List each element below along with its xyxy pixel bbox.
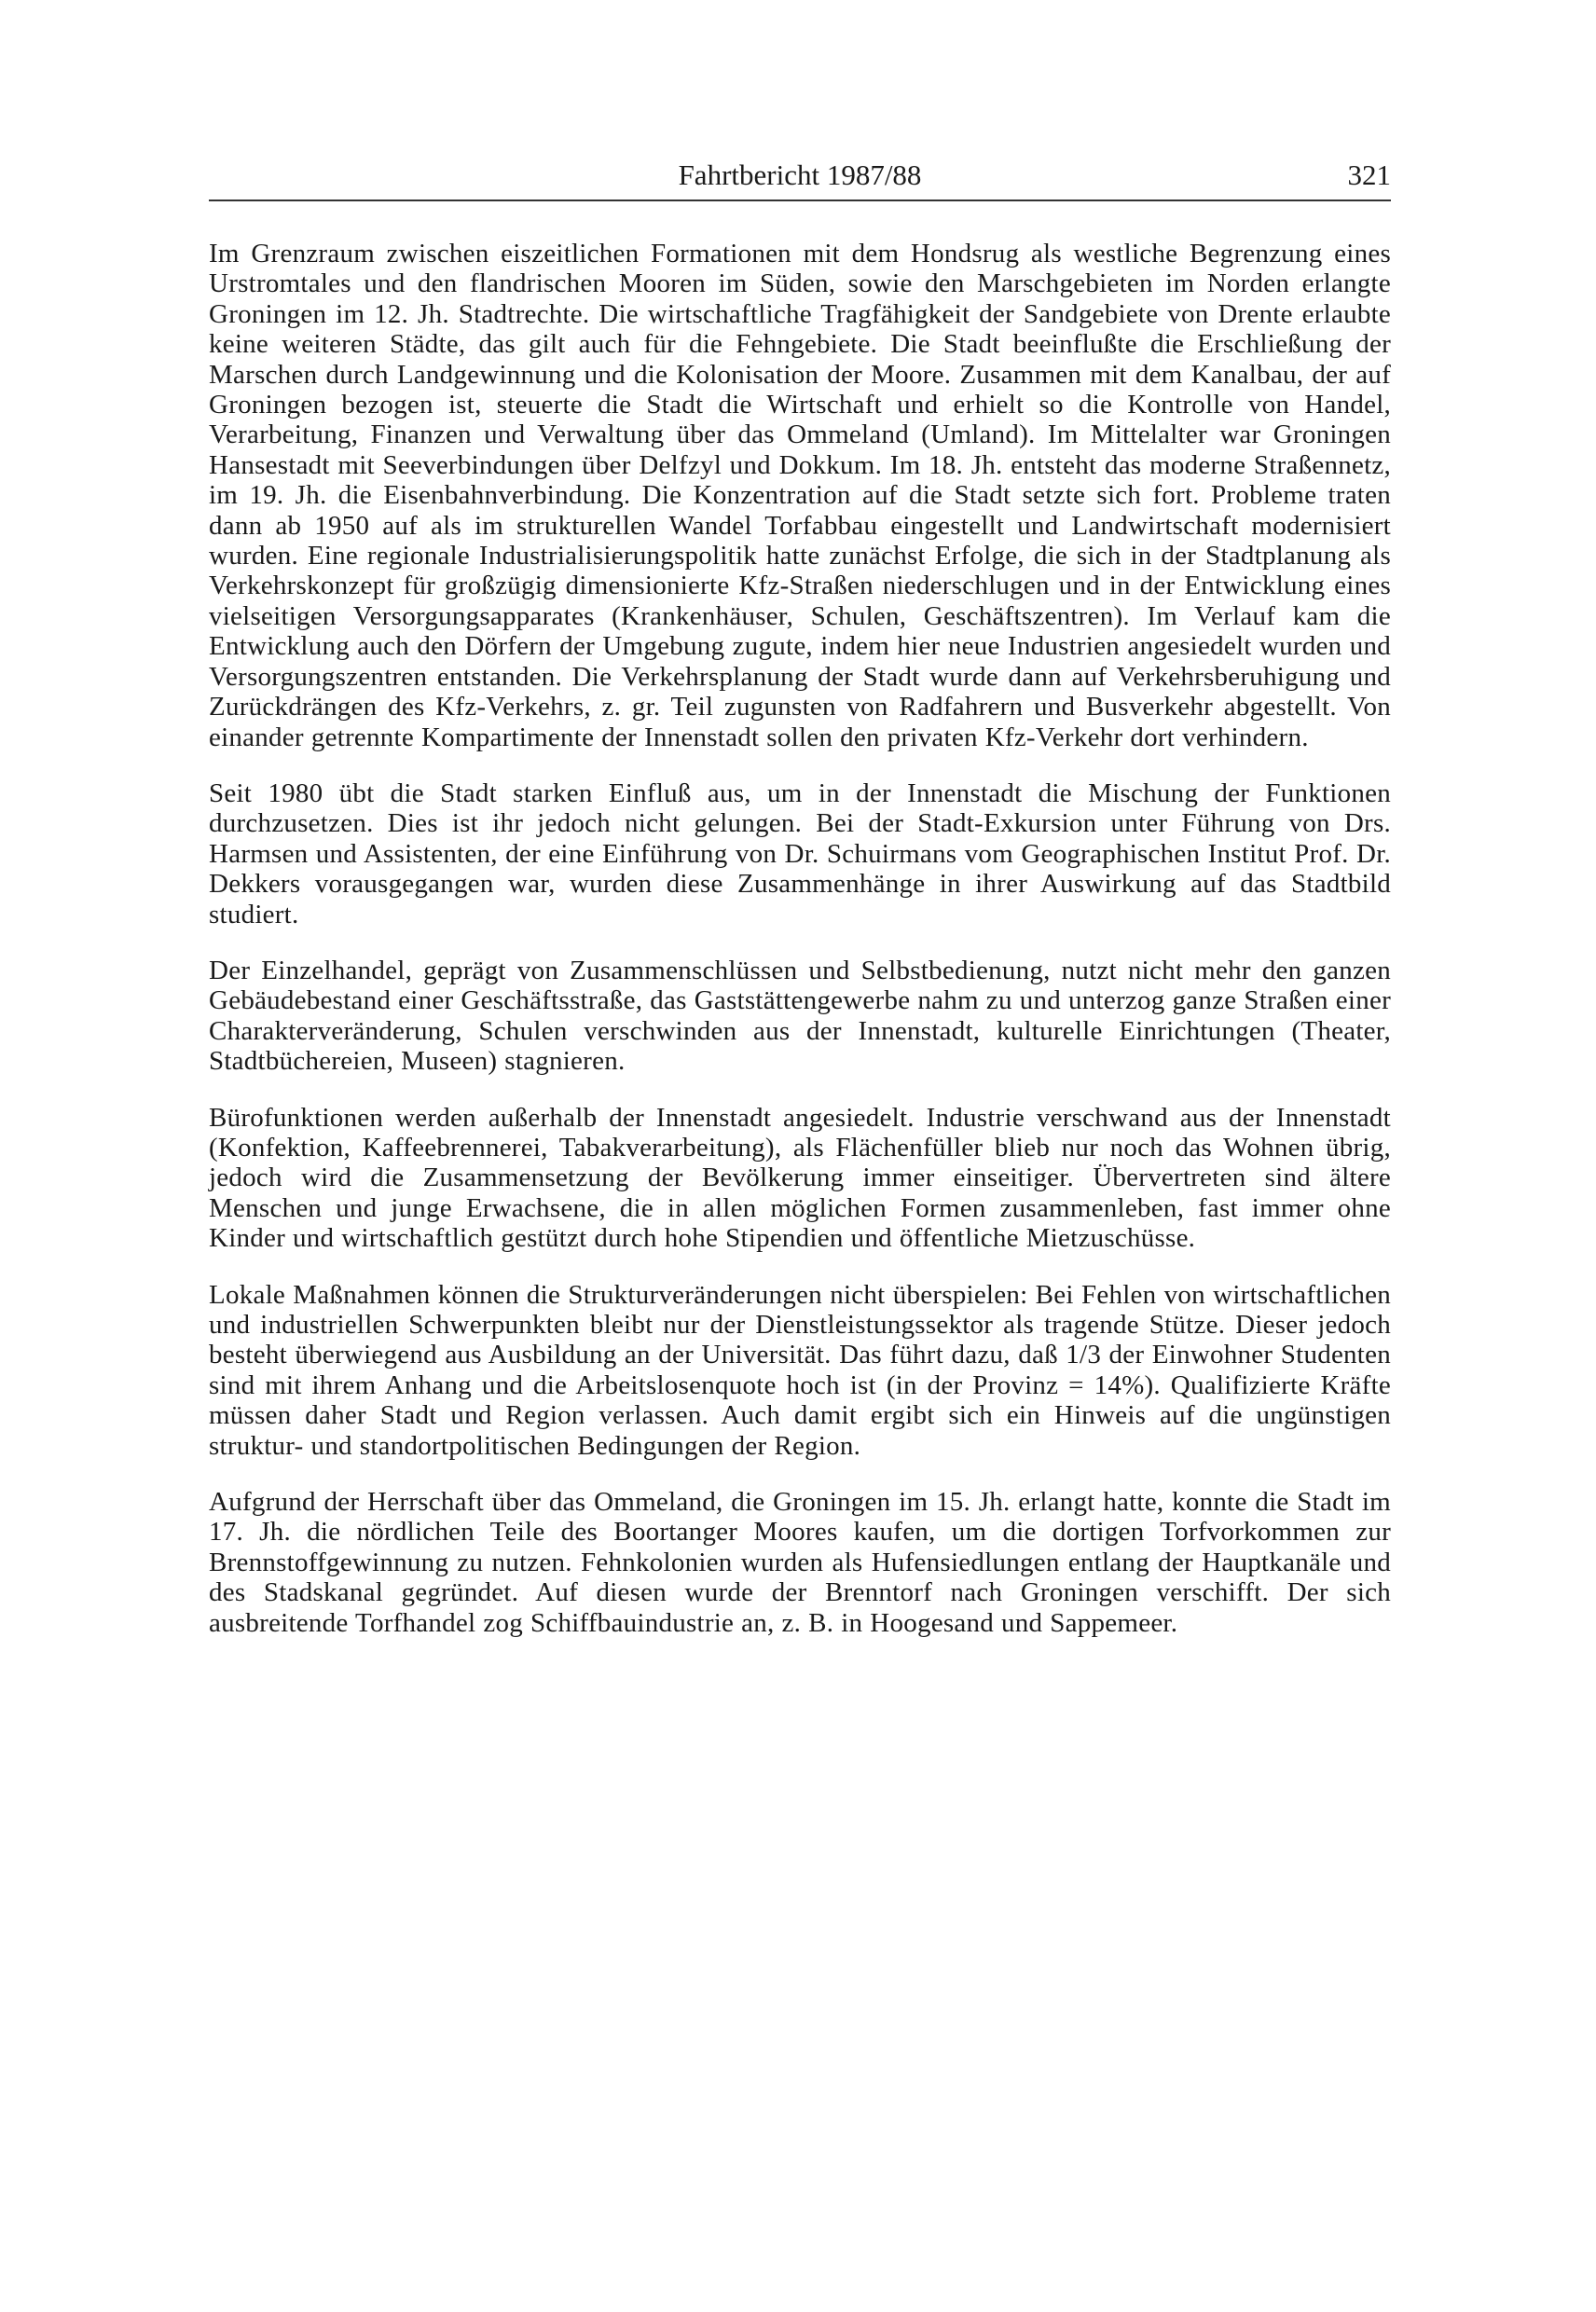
- paragraph-1: Im Grenzraum zwischen eiszeitlichen Formationen mit dem Hondsrug als westliche Begrenzung eines Urstromtales und den flandrischen Mooren im Süden, sowie den Marschgebieten im Norden erlangte Groningen im 12. Jh. Stadtrechte. Die wirtschaftliche Tragfähigkeit der Sandgebiete von Drente erlaubte keine weiteren Städte, das gilt auch für die Fehngebiete. Die Stadt beeinflußte die Erschließung der Marschen durch Landgewinnung und die Kolonisation der Moore. Zusammen mit dem Kanalbau, der auf Groningen bezogen ist, steuerte die Stadt die Wirtschaft und erhielt so die Kontrolle von Handel, Verarbeitung, Finanzen und Verwaltung über das Ommeland (Umland). Im Mittelalter war Groningen Hansestadt mit Seeverbindungen über Delfzyl und Dokkum. Im 18. Jh. entsteht das moderne Straßennetz, im 19. Jh. die Eisenbahnverbindung. Die Konzentration auf die Stadt setzte sich fort. Probleme traten dann ab 1950 auf als im strukturellen Wandel Torfabbau eingestellt und Landwirtschaft modernisiert wurden. Eine regionale Industrialisierungspolitik hatte zunächst Erfolge, die sich in der Stadtplanung als Verkehrskonzept für großzügig dimensionierte Kfz-Straßen niederschlugen und in der Entwicklung eines vielseitigen Versorgungsapparates (Krankenhäuser, Schulen, Geschäftszentren). Im Verlauf kam die Entwicklung auch den Dörfern der Umgebung zugute, indem hier neue Industrien angesiedelt wurden und Versorgungszentren entstanden. Die Verkehrsplanung der Stadt wurde dann auf Verkehrsberuhigung und Zurückdrängen des Kfz-Verkehrs, z. gr. Teil zugunsten von Radfahrern und Busverkehr abgestellt. Von einander getrennte Kompartimente der Innenstadt sollen den privaten Kfz-Verkehr dort verhindern.: [209, 239, 1391, 752]
- paragraph-4: Bürofunktionen werden außerhalb der Innenstadt angesiedelt. Industrie verschwand aus der Innenstadt (Konfektion, Kaffeebrennerei, Tabakverarbeitung), als Flächenfüller blieb nur noch das Wohnen übrig, jedoch wird die Zusammensetzung der Bevölkerung immer einseitiger. Übervertreten sind ältere Menschen und junge Erwachsene, die in allen möglichen Formen zusammenleben, fast immer ohne Kinder und wirtschaftlich gestützt durch hohe Stipendien und öffentliche Mietzuschüsse.: [209, 1102, 1391, 1254]
- paragraph-5: Lokale Maßnahmen können die Strukturveränderungen nicht überspielen: Bei Fehlen von wirtschaftlichen und industriellen Schwerpunkten bleibt nur der Dienstleistungssektor als tragende Stütze. Dieser jedoch besteht überwiegend aus Ausbildung an der Universität. Das führt dazu, daß 1/3 der Einwohner Studenten sind mit ihrem Anhang und die Arbeitslosenquote hoch ist (in der Provinz = 14%). Qualifizierte Kräfte müssen daher Stadt und Region verlassen. Auch damit ergibt sich ein Hinweis auf die ungünstigen struktur- und standortpolitischen Bedingungen der Region.: [209, 1279, 1391, 1461]
- body-text: [209, 239, 1391, 1638]
- page: [209, 151, 1391, 1664]
- paragraph-6: Aufgrund der Herrschaft über das Ommeland, die Groningen im 15. Jh. erlangt hatte, konnte die Stadt im 17. Jh. die nördlichen Teile des Boortanger Moores kaufen, um die dortigen Torfvorkommen zur Brennstoffgewinnung zu nutzen. Fehnkolonien wurden als Hufensiedlungen entlang der Hauptkanäle und des Stadskanal gegründet. Auf diesen wurde der Brenntorf nach Groningen verschifft. Der sich ausbreitende Torfhandel zog Schiffbauindustrie an, z. B. in Hoogesand und Sappemeer.: [209, 1487, 1391, 1638]
- page-number: 321: [1347, 158, 1391, 191]
- paragraph-3: Der Einzelhandel, geprägt von Zusammenschlüssen und Selbstbedienung, nutzt nicht mehr den ganzen Gebäudebestand einer Geschäftsstraße, das Gaststättengewerbe nahm zu und unterzog ganze Straßen einer Charakterveränderung, Schulen verschwinden aus der Innenstadt, kulturelle Einrichtungen (Theater, Stadtbüchereien, Museen) stagnieren.: [209, 955, 1391, 1077]
- running-head: [209, 151, 1391, 201]
- paragraph-2: Seit 1980 übt die Stadt starken Einfluß aus, um in der Innenstadt die Mischung der Funktionen durchzusetzen. Dies ist ihr jedoch nicht gelungen. Bei der Stadt-Exkursion unter Führung von Drs. Harmsen und Assistenten, der eine Einführung von Dr. Schuirmans vom Geographischen Institut Prof. Dr. Dekkers vorausgegangen war, wurden diese Zusammenhänge in ihrer Auswirkung auf das Stadtbild studiert.: [209, 778, 1391, 929]
- running-title: Fahrtbericht 1987/88: [678, 158, 922, 191]
